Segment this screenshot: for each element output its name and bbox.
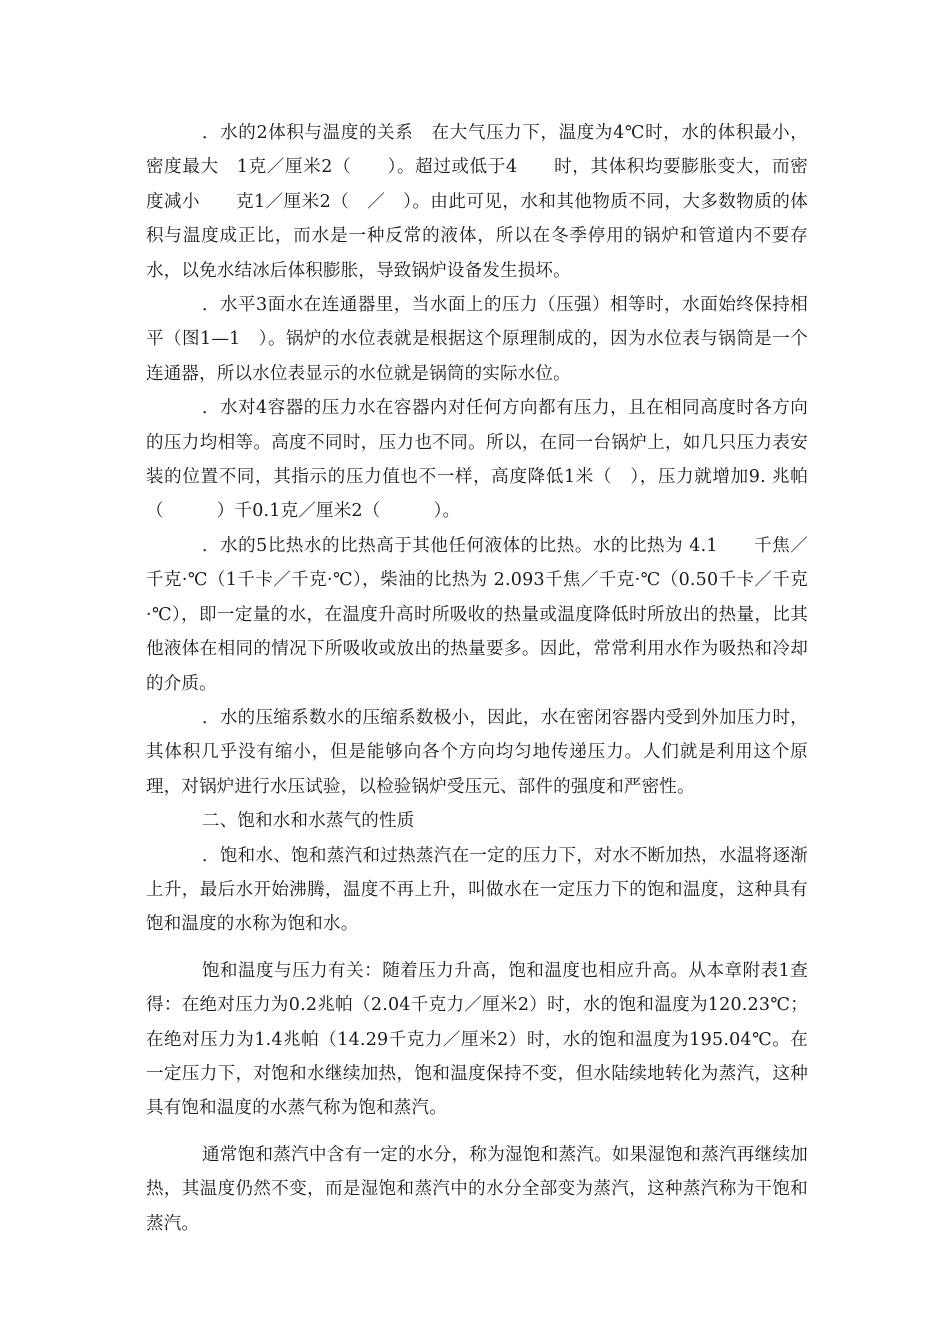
paragraph-saturated-water: ．饱和水、饱和蒸汽和过热蒸汽在一定的压力下，对水不断加热，水温将逐渐上升，最后水开始沸腾，温度不再上升，叫做水在一定压力下的饱和温度，这种具有饱和温度的水称为饱和水。 xyxy=(146,845,808,935)
section-heading: 二、饱和水和水蒸气的性质 xyxy=(202,811,415,832)
paragraph-water-volume-temperature: ．水的2体积与温度的关系 在大气压力下，温度为4℃时，水的体积最小，密度最大 1克／厘米2（ ）。超过或低于4 时，其体积均要膨胀变大，而密度减小 克1／厘米2（ ／ ）。由此可见，水和其他物质不同，大多数物质的体积与温度成正比，而水是一种反常的液体，所以在冬季停用的锅炉和管道内不要存水，以免水结冰后体积膨胀，导致锅炉设备发生损坏。 xyxy=(146,123,808,281)
paragraph-compressibility: ．水的压缩系数水的压缩系数极小，因此，水在密闭容器内受到外加压力时，其体积几乎没有缩小，但是能够向各个方向均匀地传递压力。人们就是利用这个原理，对锅炉进行水压试验，以检验锅炉受压元、部件的强度和严密性。 xyxy=(146,707,808,797)
paragraph-saturation-temperature: 饱和温度与压力有关：随着压力升高，饱和温度也相应升高。从本章附表1查得：在绝对压力为0.2兆帕（2.04千克力／厘米2）时，水的饱和温度为120.23℃；在绝对压力为1.4兆帕（14.29千克力／厘米2）时，水的饱和温度为195.04℃。在一定压力下，对饱和水继续加热，饱和温度保持不变，但水陆续地转化为蒸汽，这种具有饱和温度的水蒸气称为饱和蒸汽。 xyxy=(146,960,808,1119)
paragraph-gap xyxy=(146,942,808,954)
paragraph-water-pressure-on-container: ．水对4容器的压力水在容器内对任何方向都有压力，且在相同高度时各方向的压力均相等。高度不同时，压力也不同。所以，在同一台锅炉上，如几只压力表安装的位置不同，其指示的压力值也不一样，高度降低1米（ ），压力就增加9. 兆帕（ ）千0.1克／厘米2（ ）。 xyxy=(146,398,808,522)
paragraph-wet-dry-steam: 通常饱和蒸汽中含有一定的水分，称为湿饱和蒸汽。如果湿饱和蒸汽再继续加热，其温度仍然不变，而是湿饱和蒸汽中的水分全部变为蒸汽，这种蒸汽称为干饱和蒸汽。 xyxy=(146,1144,808,1234)
paragraph-water-level: ．水平3面水在连通器里，当水面上的压力（压强）相等时，水面始终保持相平（图1—1 ）。锅炉的水位表就是根据这个原理制成的，因为水位表与锅筒是一个连通器，所以水位表显示的水位就是锅筒的实际水位。 xyxy=(146,295,808,384)
paragraph-gap xyxy=(146,1126,808,1138)
document-body xyxy=(146,116,808,1241)
paragraph-specific-heat: ．水的5比热水的比热高于其他任何液体的比热。水的比热为 4.1 千焦／千克·℃（1千卡／千克·℃），柴油的比热为 2.093千焦／千克·℃（0.50千卡／千克·℃），即一定量的水，在温度升高时所吸收的热量或温度降低时所放出的热量，比其他液体在相同的情况下所吸收或放出的热量要多。因此，常常利用水作为吸热和冷却的介质。 xyxy=(146,535,808,694)
